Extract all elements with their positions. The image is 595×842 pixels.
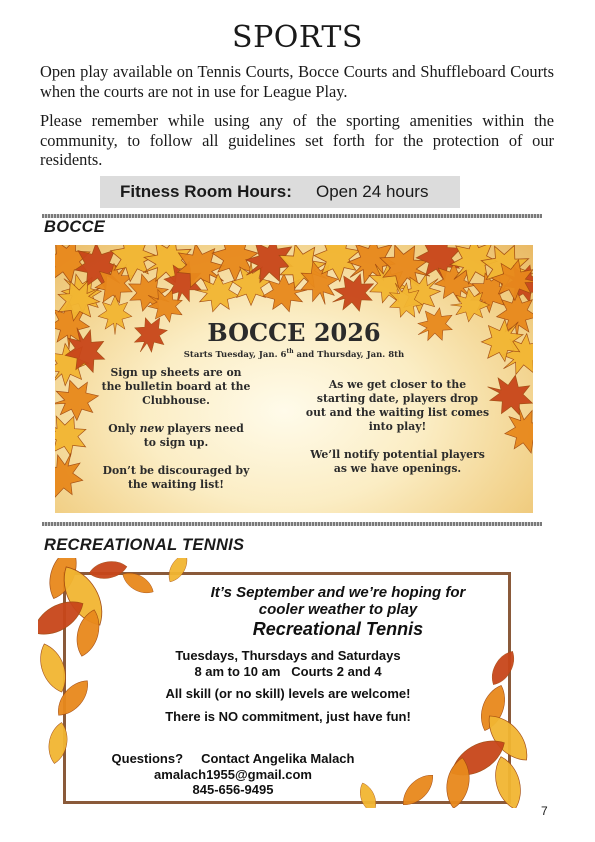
headline-line-1: It’s September and we’re hoping for xyxy=(210,584,466,601)
leaf-icon xyxy=(397,769,439,808)
page-number: 7 xyxy=(541,804,548,818)
contact-email[interactable]: amalach1955@gmail.com xyxy=(154,766,312,782)
bocce-flyer-start-dates xyxy=(55,348,533,360)
skill-level-note: All skill (or no skill) levels are welcome! xyxy=(165,686,411,701)
leaf-icon xyxy=(55,446,90,505)
signup-sheets-text: Sign up sheets are on the bulletin board at the Clubhouse. xyxy=(101,366,251,407)
dropout-text: As we get closer to the starting date, players drop out and the waiting list comes into play! xyxy=(305,378,490,433)
leaf-icon xyxy=(88,559,129,582)
schedule-days: Tuesdays, Thursdays and Saturdays xyxy=(175,648,401,663)
fitness-hours-value: Open 24 hours xyxy=(316,182,429,201)
contact-line: Questions? Contact Angelika Malach xyxy=(111,751,355,766)
commitment-note: There is NO commitment, just have fun! xyxy=(165,709,411,724)
bocce-waiting-list-info xyxy=(305,378,490,490)
intro-open-play-paragraph: Open play available on Tennis Courts, Bocce Courts and Shuffleboard Courts when the courts are not in use for League Play. xyxy=(40,62,554,101)
new-players-pre: Only xyxy=(108,422,140,435)
new-players-text xyxy=(101,422,251,450)
bocce-signup-info xyxy=(101,366,251,506)
notify-players-text: We’ll notify potential players as we have openings. xyxy=(310,448,485,475)
start-date-suffix: th xyxy=(286,348,294,355)
section-divider xyxy=(42,522,542,526)
tennis-flyer xyxy=(38,558,538,808)
tennis-heading: RECREATIONAL TENNIS xyxy=(44,536,245,554)
leaf-icon xyxy=(55,376,102,424)
contact-phone: 845-656-9495 xyxy=(192,782,274,797)
new-players-post: players need to sign up. xyxy=(143,422,244,449)
leaf-icon xyxy=(119,568,157,598)
bocce-flyer xyxy=(55,245,533,513)
section-divider xyxy=(42,214,542,218)
leaf-icon xyxy=(490,754,526,808)
leaf-icon xyxy=(46,721,71,765)
headline-line-3: Recreational Tennis xyxy=(252,619,424,639)
start-date-text: Starts Tuesday, Jan. 6 xyxy=(183,349,287,360)
intro-guidelines-paragraph: Please remember while using any of the sporting amenities within the community, to follow all guidelines set forth for the protection of our residents. xyxy=(40,111,554,169)
start-date-text-2: and Thursday, Jan. 8th xyxy=(293,349,405,360)
new-players-emphasis: new xyxy=(139,422,164,435)
tennis-schedule xyxy=(138,648,438,680)
page-title: SPORTS xyxy=(232,20,363,55)
leaf-icon xyxy=(164,558,192,585)
bocce-heading: BOCCE xyxy=(44,218,106,236)
waiting-list-encouragement: Don’t be discouraged by the waiting list! xyxy=(102,464,250,491)
bocce-flyer-title: BOCCE 2026 xyxy=(207,318,381,347)
leaf-icon xyxy=(486,647,519,688)
tennis-contact xyxy=(88,751,378,798)
fitness-hours-box xyxy=(100,176,460,208)
leaf-icon xyxy=(38,640,72,695)
fitness-hours-label: Fitness Room Hours: xyxy=(120,182,292,201)
tennis-headline xyxy=(188,584,488,640)
schedule-time: 8 am to 10 am Courts 2 and 4 xyxy=(194,664,382,679)
headline-line-2: cooler weather to play xyxy=(258,601,418,618)
